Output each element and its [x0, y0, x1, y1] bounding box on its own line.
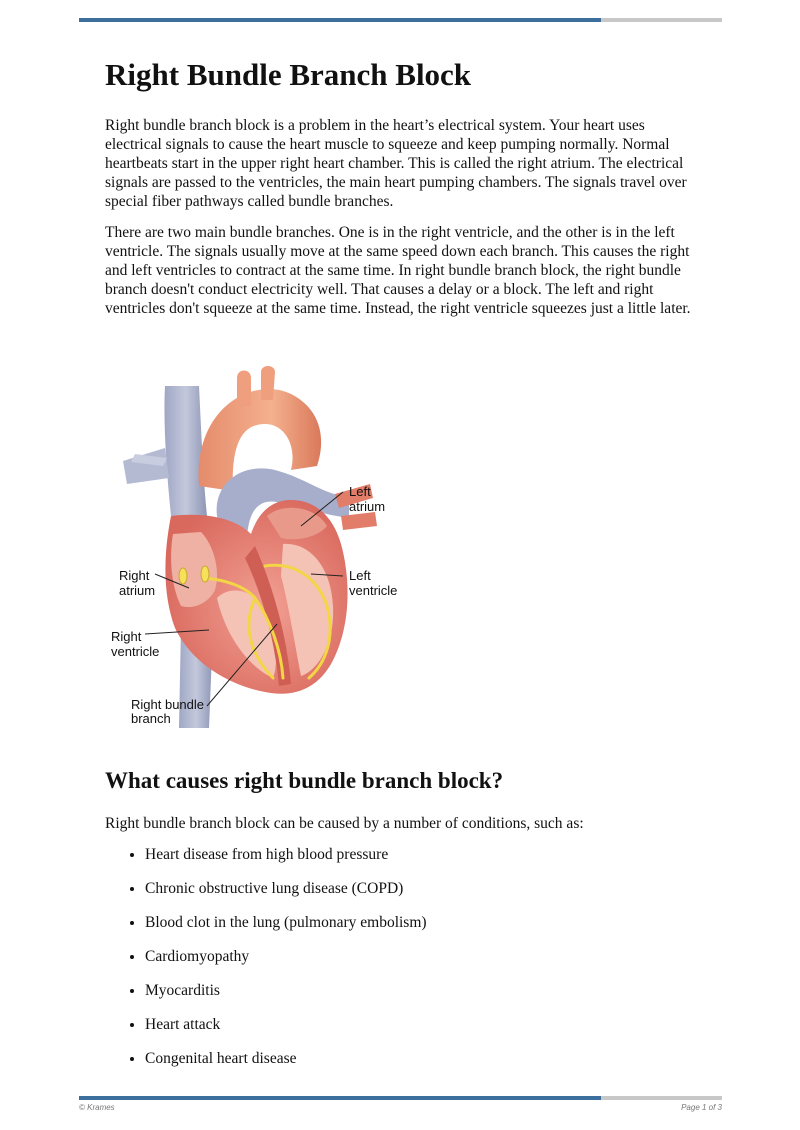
page-title: Right Bundle Branch Block: [105, 57, 472, 92]
intro-paragraph-2: There are two main bundle branches. One is in the right ventricle, and the other is in the left ventricle. The signals usually move at the same speed down each branch. This causes the right and left ventricles to contract at the same time. In right bundle branch block, the right bundle branch doesn't conduct electricity well. That causes a delay or a block. The left and right ventricles don't squeeze at the same time. Instead, the right ventricle squeezes just a little later.: [105, 224, 691, 317]
top-rule-accent: [79, 18, 601, 22]
label-right-bundle-line2: branch: [131, 711, 171, 726]
list-item: • Cardiomyopathy: [145, 947, 705, 966]
label-right-bundle-line1: Right bundle: [131, 697, 204, 712]
top-rule: [79, 18, 722, 22]
label-left-atrium-line2: atrium: [349, 499, 386, 514]
list-item: • Chronic obstructive lung disease (COPD): [145, 879, 705, 898]
list-item: • Blood clot in the lung (pulmonary embolism): [145, 913, 705, 932]
section-lead: Right bundle branch block can be caused by a number of conditions, such as:: [105, 815, 584, 832]
label-right-ventricle-line1: Right: [111, 629, 142, 644]
footer-copyright: © Krames: [79, 1103, 115, 1112]
list-item: • Heart disease from high blood pressure: [145, 845, 705, 864]
label-right-ventricle-line2: ventricle: [111, 644, 160, 659]
label-left-ventricle-line2: ventricle: [349, 583, 398, 598]
bottom-rule: [79, 1096, 722, 1100]
intro-paragraph-1: Right bundle branch block is a problem in the heart’s electrical system. Your heart uses electrical signals to cause the heart muscle to squeeze and keep pumping normally. Normal heartbeats start in the upper right heart chamber. This is called the right atrium. The electrical signals are passed to the ventricles, the main heart pumping chambers. The signals travel over special fiber pathways called bundle branches.: [105, 117, 687, 210]
label-right-atrium-line1: Right: [119, 568, 150, 583]
label-right-atrium-line2: atrium: [119, 583, 156, 598]
causes-list: [105, 845, 705, 1068]
vena-cava-shape: [164, 386, 207, 516]
bottom-rule-accent: [79, 1096, 601, 1100]
list-item: • Congenital heart disease: [145, 1049, 705, 1068]
label-left-atrium-line1: Left: [349, 484, 371, 499]
section-heading: What causes right bundle branch block?: [105, 768, 504, 793]
causes-section: [105, 766, 705, 1083]
footer-page-number: Page 1 of 3: [681, 1103, 722, 1112]
list-item: • Heart attack: [145, 1015, 705, 1034]
list-item: • Myocarditis: [145, 981, 705, 1000]
heart-illustration: [105, 366, 425, 728]
main-content: [105, 56, 705, 330]
label-left-ventricle-line1: Left: [349, 568, 371, 583]
